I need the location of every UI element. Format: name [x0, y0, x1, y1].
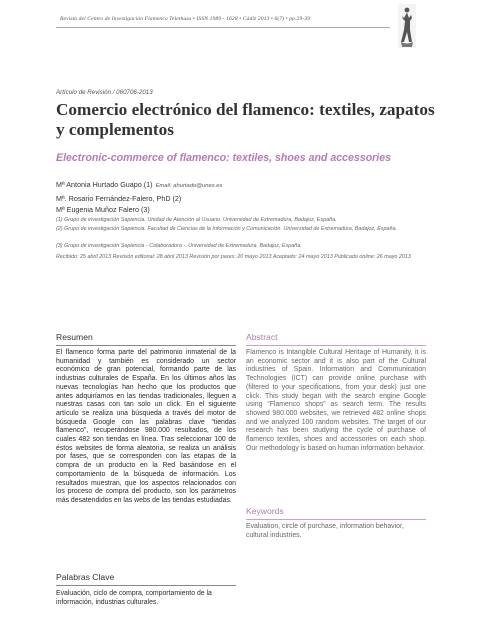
journal-header: Revista del Centro de Investigación Flamenco Telethusa • ISSN 1989 - 1628 • Cádiz 2013 • 6(7) • pp.29-39	[60, 16, 311, 22]
abstract-rule	[246, 345, 426, 346]
author-2	[56, 193, 436, 205]
abstract-heading: Abstract	[246, 332, 278, 342]
affiliation-3: (3) Grupo de investigación Sapiencia - Colaboradora -. Universidad de Extremadura. Badajoz, España.	[56, 243, 302, 249]
affiliation-1: (1) Grupo de investigación Sapiencia. Unidad de Atención al Usuario. Universidad de Extremadura, Badajoz, España.	[56, 217, 337, 223]
keywords-heading: Keywords	[246, 506, 284, 516]
palabras-clave-rule	[56, 585, 236, 586]
header-rule	[56, 27, 390, 28]
publication-dates: Recibido: 25 abril 2013 Revisión editorial: 28 abril 2013 Revisión por pares: 20 mayo 2013 Aceptado: 24 mayo 2013 Publicado online: 26 mayo 2013	[56, 254, 411, 260]
author-name: Mª Eugenia Muñoz Falero (3)	[56, 205, 150, 214]
palabras-clave-text: Evaluación, ciclo de compra, comportamiento de la información, industrias culturales.	[56, 590, 212, 606]
author-1	[56, 179, 436, 193]
keywords-text: Evaluation, circle of purchase, information behavior, cultural industries.	[246, 523, 404, 539]
article-subtitle: Electronic-commerce of flamenco: textiles, shoes and accessories	[56, 152, 392, 164]
keywords-rule	[246, 519, 426, 520]
article-type: Artículo de Revisión / 060706-2013	[56, 89, 153, 96]
author-email[interactable]: Email: ahurtado@unex.es	[155, 183, 223, 189]
author-3	[56, 204, 436, 216]
resumen-text: El flamenco forma parte del patrimonio inmaterial de la humanidad y también es considerado un sector económico de gran potencial, formando parte de las industrias culturales de España. En los últimos años las nuevas tecnologías han hecho que los productos que antes adquiríamos en las tiendas tradicionales, lleguen a nuestras casas con tan solo un click. En el siguiente artículo se realiza una búsqueda a través del motor de búsqueda Google con las palabras clave “tiendas flamenco”, recuperándose 980.000 resultados, de los cuales 482 son tiendas en línea. Tras seleccionar 100 de éstos websites de forma aleatoria, se realiza un análisis por fases, que se corresponden con las etapas de la compra de un producto en la Red basándose en el comportamiento de la búsqueda de información. Los resultados muestran, que los aspectos relacionados con los proceso de compra del producto, son los parámetros más desatendidos en las webs de las tiendas estudiadas.	[56, 349, 236, 504]
article-title: Comercio electrónico del flamenco: textiles, zapatos y complementos	[56, 100, 435, 139]
resumen-rule	[56, 345, 236, 346]
resumen-heading: Resumen	[56, 332, 93, 342]
abstract-text: Flamenco is Intangible Cultural Heritage of Humanity, it is an economic sector and it is also part of the Cultural industries of Spain. Information and Communication Technologies (ICT) can provide online purchase with (filtered to your specifications, from your desk) just one click. This study began with the search engine Google using “Flamenco shops” as search term. The results showed 980.000 websites, we retrieved 482 online shops and we analyzed 100 random websites. The target of our research has been studying the cycle of purchase of flamenco textiles, shoes and accessories on each shop. Our methodology is based on human information behavior.	[246, 349, 426, 452]
author-list	[56, 179, 436, 216]
author-name: Mª Antonia Hurtado Guapo (1)	[56, 180, 153, 189]
dancer-figure-icon	[398, 4, 416, 48]
affiliation-2: (2) Grupo de investigación Sapiencia. Facultad de Ciencias de la Información y Comunicación. Universidad de Extremadura, Badajoz, España.	[56, 226, 397, 232]
author-name: Mª. Rosario Fernández-Falero, PhD (2)	[56, 193, 182, 203]
palabras-clave-heading: Palabras Clave	[56, 572, 115, 582]
